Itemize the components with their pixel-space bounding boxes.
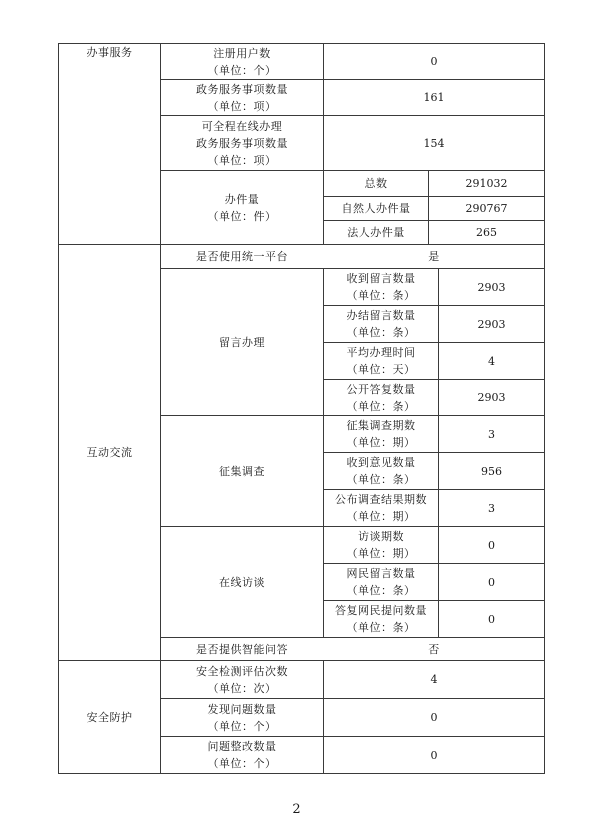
messages-public-replies-label: 公开答复数量 （单位：条）: [346, 382, 416, 413]
processing-total-label: 总数: [364, 177, 388, 190]
interview-netizen-msgs-label: 网民留言数量 （单位：条）: [346, 567, 416, 597]
issues-fixed-value: 0: [430, 748, 438, 762]
interview-answers-value: 0: [488, 612, 495, 626]
unified-platform-label: 是否使用统一平台: [196, 250, 288, 263]
issues-found-label: 发现问题数量 （单位：个）: [207, 702, 277, 733]
messages-handled-label: 办结留言数量 （单位：条）: [346, 309, 416, 339]
survey-results-label: 公布调查结果期数 （单位：期）: [335, 493, 427, 523]
messages-avg-time-value: 4: [488, 354, 495, 368]
interview-netizen-msgs-value: 0: [488, 575, 495, 589]
unified-platform-value: 是: [428, 250, 440, 263]
processing-legal-value: 265: [476, 226, 497, 239]
online-items-value: 154: [423, 136, 445, 150]
smart-qa-label: 是否提供智能问答: [196, 642, 288, 656]
page-number: 2: [292, 802, 301, 817]
processing-label: 办件量 （单位：件）: [207, 192, 277, 223]
section-label-security: 安全防护: [86, 710, 133, 724]
smart-qa-value: 否: [428, 642, 440, 656]
issues-fixed-label: 问题整改数量 （单位：个）: [207, 740, 277, 770]
survey-label: 征集调查: [219, 464, 265, 478]
processing-natural-label: 自然人办件量: [341, 202, 411, 215]
messages-label: 留言办理: [219, 335, 265, 349]
messages-handled-value: 2903: [477, 317, 506, 331]
survey-periods-label: 征集调查期数 （单位：期）: [346, 419, 416, 449]
messages-avg-time-label: 平均办理时间 （单位：天）: [346, 346, 416, 376]
service-items-label: 政务服务事项数量 （单位：项）: [196, 82, 288, 113]
section-label-interaction: 互动交流: [86, 446, 133, 459]
evaluations-label: 安全检测评估次数 （单位：次）: [196, 664, 288, 695]
interview-label: 在线访谈: [219, 575, 265, 589]
survey-periods-value: 3: [488, 427, 495, 441]
messages-public-replies-value: 2903: [477, 391, 506, 404]
interview-answers-label: 答复网民提问数量 （单位：条）: [335, 604, 427, 634]
processing-natural-value: 290767: [465, 202, 508, 215]
online-items-label: 可全程在线办理 政务服务事项数量 （单位：项）: [196, 119, 288, 167]
processing-total-value: 291032: [465, 177, 508, 190]
messages-received-label: 收到留言数量 （单位：条）: [346, 272, 416, 302]
messages-received-value: 2903: [477, 280, 506, 294]
processing-legal-label: 法人办件量: [347, 226, 405, 239]
section-label-service: 办事服务: [86, 46, 133, 59]
issues-found-value: 0: [430, 711, 438, 724]
interview-periods-label: 访谈期数 （单位：期）: [346, 530, 416, 560]
service-items-value: 161: [423, 91, 445, 104]
survey-opinions-label: 收到意见数量 （单位：条）: [346, 456, 416, 486]
registered-users-value: 0: [430, 55, 438, 68]
survey-opinions-value: 956: [481, 464, 502, 478]
registered-users-label: 注册用户数 （单位：个）: [207, 46, 277, 77]
evaluations-value: 4: [430, 673, 438, 686]
interview-periods-value: 0: [488, 538, 495, 552]
survey-results-value: 3: [488, 501, 495, 515]
